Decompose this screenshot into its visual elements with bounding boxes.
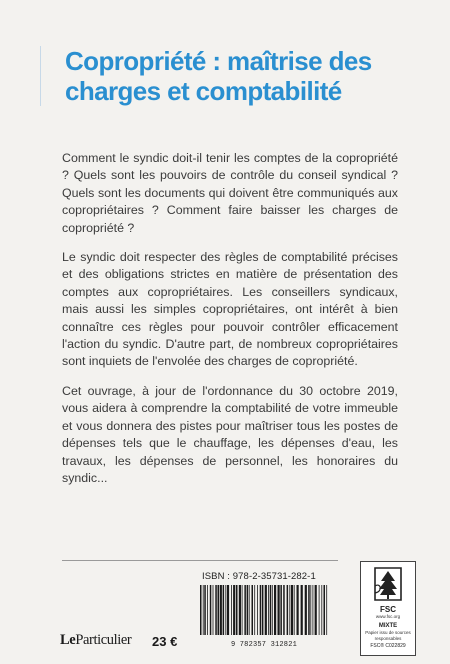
barcode-bar — [305, 585, 307, 635]
barcode-bar — [287, 585, 289, 635]
paragraph-questions: Comment le syndic doit-il tenir les comptes de la copropriété ? Quels sont les pouvoirs de contrôle du conseil syndical ? Quels sont les documents qui doivent être communiqués aux copropriétaires ? Comment faire baisser les charges de copropriété ? — [62, 151, 398, 235]
barcode-bar — [270, 585, 272, 635]
publisher-logo — [60, 632, 131, 649]
barcode-bar — [254, 585, 255, 635]
publisher-name: Particulier — [75, 632, 132, 648]
paragraph-syndic: Le syndic doit respecter des règles de comptabilité précises et des obligations strictes en matière de présentation des comptes aux copropriétaires. Les conseillers syndicaux, mais aussi les simples copropriétaires, ont intérêt à bien connaître ces règles pour pouvoir contrôler efficacement l'action du syndic. D'autre part, de nombreux copropriétaires sont inquiets de l'envolée des charges de copropriété. — [62, 250, 398, 369]
barcode-bar — [220, 585, 222, 635]
barcode-bar — [313, 585, 314, 635]
fsc-tree-icon — [361, 562, 415, 606]
title-line-2: charges et comptabilité — [65, 76, 342, 106]
barcode-bar — [207, 585, 208, 635]
barcode-bar — [223, 585, 225, 635]
title-line-1: Copropriété : maîtrise des — [65, 46, 372, 76]
barcode-bar — [310, 585, 311, 635]
publisher-prefix: Le — [60, 632, 76, 648]
barcode-bar — [272, 585, 273, 635]
barcode-bar — [257, 585, 258, 635]
fsc-source: Papier issu de sources responsables — [365, 630, 411, 641]
barcode-bar — [260, 585, 262, 635]
barcode-bar — [262, 585, 264, 635]
barcode-bar — [236, 585, 238, 635]
fsc-code: FSC® C022829 — [370, 643, 406, 649]
barcode-bar — [247, 585, 249, 635]
fsc-brand: FSC — [380, 605, 396, 614]
barcode-bar — [252, 585, 254, 635]
barcode-bar — [249, 585, 250, 635]
isbn-number: ISBN : 978-2-35731-282-1 — [202, 571, 316, 582]
barcode-bar — [218, 585, 220, 635]
barcode-bar — [244, 585, 246, 635]
barcode-bar — [308, 585, 310, 635]
barcode-bar — [297, 585, 299, 635]
divider-line — [62, 560, 338, 561]
barcode-bar — [280, 585, 282, 635]
barcode-icon — [196, 585, 332, 635]
barcode-bar — [210, 585, 212, 635]
isbn-block — [196, 571, 332, 647]
barcode-bar — [294, 585, 295, 635]
book-title — [40, 46, 445, 106]
barcode-bar — [278, 585, 280, 635]
barcode-bar — [200, 585, 202, 635]
barcode-bar — [315, 585, 317, 635]
barcode-bar — [268, 585, 269, 635]
barcode-digits: 9 782357 312821 — [230, 641, 297, 649]
barcode-bar — [233, 585, 235, 635]
barcode-bar — [274, 585, 276, 635]
barcode-bar — [215, 585, 217, 635]
barcode-bar — [213, 585, 214, 635]
blurb — [62, 150, 398, 499]
barcode-bar — [204, 585, 206, 635]
barcode-bar — [319, 585, 320, 635]
fsc-url: www.fsc.org — [375, 614, 401, 619]
barcode-bar — [289, 585, 290, 635]
barcode-bar — [239, 585, 241, 635]
barcode-bar — [225, 585, 226, 635]
barcode-bar — [301, 585, 303, 635]
fsc-mixte: MIXTE — [378, 623, 398, 629]
barcode-bar — [283, 585, 285, 635]
barcode-bar — [265, 585, 267, 635]
barcode-bar — [203, 585, 204, 635]
barcode-bar — [227, 585, 229, 635]
barcode-bar — [321, 585, 322, 635]
barcode-bar — [326, 585, 327, 635]
barcode-bar — [324, 585, 326, 635]
barcode-bar — [291, 585, 293, 635]
barcode-bar — [231, 585, 232, 635]
fsc-label — [360, 561, 416, 656]
price: 23 € — [152, 634, 178, 649]
barcode-bar — [242, 585, 243, 635]
paragraph-ouvrage: Cet ouvrage, à jour de l'ordonnance du 30 octobre 2019, vous aidera à comprendre la comptabilité de votre immeuble et vous donnera des pistes pour maîtriser tous les postes de dépenses tels que le chauffage, les dépenses d'eau, les travaux, les dépenses de personnel, les honoraires du syndic... — [62, 383, 398, 485]
